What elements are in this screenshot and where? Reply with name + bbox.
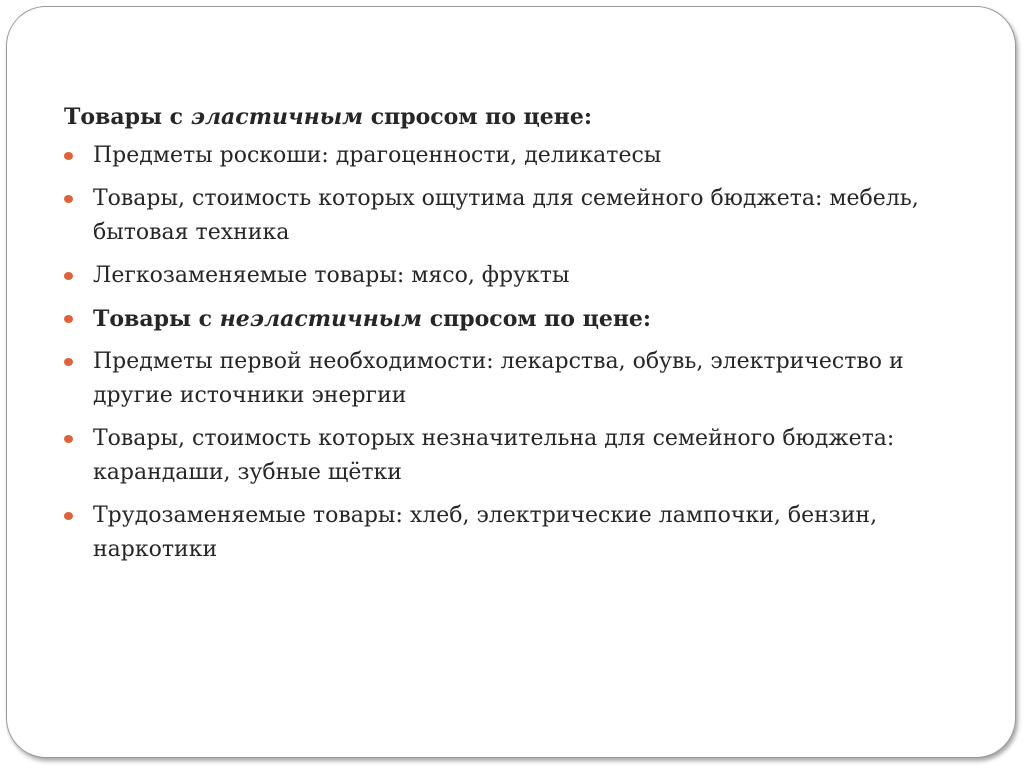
elastic-heading-prefix: Товары с — [64, 104, 191, 130]
bullet-item-luxury — [64, 139, 944, 173]
bullet-item-hard-to-replace — [64, 499, 944, 567]
bullet-text: Легкозаменяемые товары: мясо, фрукты — [93, 263, 570, 288]
bullet-item-significant-cost — [64, 182, 944, 250]
inelastic-heading-suffix: спросом по цене: — [422, 306, 652, 332]
bullet-item-insignificant-cost — [64, 422, 944, 490]
bullet-list — [64, 139, 944, 567]
bullet-text: Предметы первой необходимости: лекарства, обувь, электричество и другие источники энергии — [93, 349, 904, 408]
bullet-item-necessities — [64, 345, 944, 413]
inelastic-heading-prefix: Товары с — [93, 306, 220, 332]
elastic-heading-emphasis: эластичным — [190, 104, 364, 130]
bullet-dot-icon — [64, 195, 73, 203]
elastic-heading-suffix: спросом по цене: — [363, 104, 593, 130]
inelastic-heading — [64, 302, 944, 336]
bullet-text: Трудозаменяемые товары: хлеб, электрические лампочки, бензин, наркотики — [93, 503, 878, 562]
slide-content — [64, 100, 944, 576]
bullet-text: Предметы роскоши: драгоценности, деликатесы — [93, 143, 662, 168]
bullet-dot-icon — [64, 152, 73, 160]
bullet-dot-icon — [64, 315, 73, 323]
bullet-item-easily-replaced — [64, 259, 944, 293]
bullet-dot-icon — [64, 435, 73, 443]
inelastic-heading-emphasis: неэластичным — [219, 306, 423, 332]
elastic-heading — [64, 100, 944, 134]
bullet-dot-icon — [64, 512, 73, 520]
bullet-dot-icon — [64, 272, 73, 280]
bullet-text: Товары, стоимость которых ощутима для семейного бюджета: мебель, бытовая техника — [93, 186, 919, 245]
bullet-dot-icon — [64, 358, 73, 366]
bullet-text: Товары, стоимость которых незначительна для семейного бюджета: карандаши, зубные щётки — [93, 426, 895, 485]
